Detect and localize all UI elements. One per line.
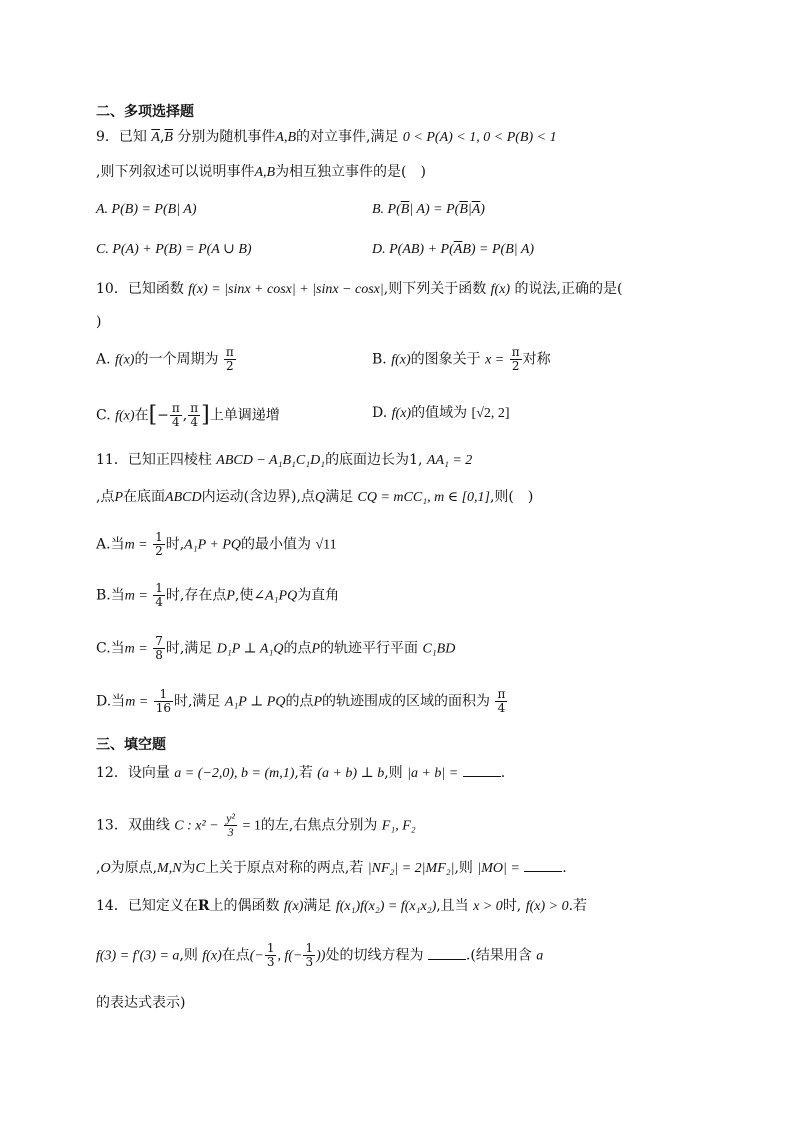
q11-vector: CQ = mCC₁ bbox=[357, 490, 428, 505]
q11-text: 的最小值为 bbox=[241, 536, 311, 553]
q11-value: √11 bbox=[315, 537, 337, 553]
q11-text: , bbox=[417, 452, 423, 468]
q10-stem-line1 bbox=[96, 278, 622, 301]
q14-point: )) bbox=[316, 948, 326, 964]
q13-answer-blank[interactable] bbox=[524, 857, 562, 872]
q13-condition: |NF₂| = 2|MF₂| bbox=[367, 861, 455, 876]
q9-option-c[interactable] bbox=[96, 238, 252, 261]
q9-text: 分别为随机事件 bbox=[177, 129, 276, 145]
q9-events: A,B bbox=[254, 165, 276, 180]
q13-foci: F₁, F₂ bbox=[381, 818, 416, 834]
q9-option-d-text: D. P(AB) + P( bbox=[372, 242, 454, 257]
q11-m: m = bbox=[124, 537, 148, 553]
q11-stem-line1 bbox=[96, 449, 472, 472]
q14-text: 14．已知定义在 bbox=[96, 898, 198, 914]
q11-expr: D₁P ⊥ A₁Q bbox=[216, 641, 284, 657]
q11-m-range: , m ∈ [0,1] bbox=[427, 490, 490, 505]
q13-text: ,则 bbox=[454, 860, 473, 876]
q14-r: R bbox=[197, 898, 210, 914]
q11-text: 的轨迹围成的区域的面积为 bbox=[322, 693, 490, 710]
q12-answer-blank[interactable] bbox=[463, 762, 501, 777]
q9-option-b[interactable]: B. $P(\overline{B}|$ $A) = P(\overline{B}|\overline{A})$ bbox=[372, 202, 485, 217]
q11-text: 时,满足 bbox=[173, 693, 221, 710]
q12-condition: (a + b) ⊥ b bbox=[317, 766, 385, 781]
q9-stem-line2 bbox=[96, 161, 426, 184]
q9-option-a[interactable] bbox=[96, 198, 197, 221]
q11-text: ,使 bbox=[234, 587, 254, 604]
q9-option-d[interactable]: D. $P(AB) + P(\overline{A}B) = P(B|$ A) bbox=[372, 242, 535, 257]
q11-frac: $\frac{7}{8}$ bbox=[155, 634, 163, 662]
q14-point: , f(− bbox=[277, 948, 303, 964]
q14-func: f(x₁)f(x₂) = f(x₁x₂) bbox=[335, 899, 437, 914]
q13-frac: $\frac{\text{y²}}{3}$ bbox=[226, 811, 236, 839]
q13-mn: M,N bbox=[157, 861, 182, 876]
q14-text: 处的切线方程为 bbox=[325, 947, 424, 964]
q9-events: A,B bbox=[275, 130, 297, 145]
q11-text: 时, bbox=[165, 536, 185, 553]
q11-text: 为直角 bbox=[297, 587, 340, 604]
q11-stem-line2 bbox=[96, 486, 533, 509]
q11-text: 的轨迹平行平面 bbox=[320, 640, 419, 657]
q9-event-not-a: $\overline{A}$ bbox=[151, 130, 160, 145]
q10-option-c-text: 上单调递增 bbox=[209, 407, 280, 424]
q14-text: .若 bbox=[568, 898, 588, 914]
q11-option-a-label: A.当 bbox=[96, 536, 125, 553]
q9-option-b-text: | A) = P( bbox=[409, 202, 460, 217]
q9-option-d-text: B) = P(B| A) bbox=[462, 242, 535, 257]
q14-stem-line1 bbox=[96, 895, 587, 918]
q10-option-d-label: D. bbox=[372, 405, 388, 421]
q10-text: ,则下列关于函数 bbox=[383, 281, 487, 297]
q14-text: 满足 bbox=[303, 898, 332, 914]
q11-text: 时,存在点 bbox=[165, 587, 227, 604]
q10-fx: f(x) bbox=[490, 282, 511, 297]
q13-text: 的左,右焦点分别为 bbox=[260, 817, 378, 834]
q13-ask: |MO| = bbox=[477, 861, 520, 876]
q9-text: 的对立事件,满足 bbox=[296, 129, 399, 145]
q14-fx: f(x) bbox=[283, 899, 304, 914]
q12-text: ,则 bbox=[384, 765, 403, 781]
q11-option-d[interactable] bbox=[96, 688, 508, 715]
q9-text: ,则下列叙述可以说明事件 bbox=[96, 164, 255, 180]
q9-stem-line1 bbox=[96, 126, 557, 149]
q12-text: . bbox=[500, 765, 506, 781]
q9-text: 为相互独立事件的是( ) bbox=[275, 164, 426, 180]
q14-given: f(3) = f′(3) = a bbox=[96, 948, 180, 964]
q10-text: 10．已知函数 bbox=[96, 281, 184, 297]
q10-fx: f(x) bbox=[115, 352, 135, 368]
q10-option-b-label: B. bbox=[372, 351, 387, 368]
q10-option-c-text: 在 bbox=[134, 407, 149, 424]
q14-text: 时, bbox=[502, 898, 522, 914]
q10-frac-pi-4: $\frac{\pi}{4}$ bbox=[171, 401, 180, 429]
q11-text: ,则( ) bbox=[489, 489, 534, 505]
q14-text: ,且当 bbox=[436, 898, 469, 914]
q11-frac: $\frac{1}{2}$ bbox=[155, 530, 163, 558]
q10-fx: f(x) bbox=[115, 408, 135, 424]
q11-expr: ∠A₁PQ bbox=[253, 588, 298, 604]
q10-text: 的说法,正确的是( bbox=[514, 281, 623, 297]
q13-text: , bbox=[96, 860, 101, 876]
q9-option-a-text: A. P(B) = P(B| A) bbox=[96, 202, 197, 217]
q12-stem bbox=[96, 762, 505, 785]
q13-text: 上关于原点对称的两点,若 bbox=[204, 860, 364, 876]
q13-stem-line2 bbox=[96, 857, 567, 880]
q14-text: 在点 bbox=[221, 947, 250, 964]
q9-comma: , bbox=[159, 129, 165, 145]
q11-abcd: ABCD bbox=[165, 490, 202, 505]
q10-option-b-text: 的图象关于 bbox=[410, 351, 481, 368]
q11-q: Q bbox=[314, 490, 326, 505]
q10-frac-pi-2: $\frac{\pi}{2}$ bbox=[511, 345, 520, 373]
q13-stem-line1 bbox=[96, 812, 416, 839]
q11-option-c-label: C.当 bbox=[96, 640, 125, 657]
q9-event-not-b: $\overline{B}$ bbox=[164, 130, 173, 145]
q11-frac: $\frac{1}{4}$ bbox=[155, 581, 163, 609]
q14-frac: $\frac{1}{3}$ bbox=[305, 941, 314, 969]
q11-prism: ABCD − A₁B₁C₁D₁ bbox=[216, 453, 326, 468]
q14-text: .(结果用含 bbox=[465, 947, 532, 964]
q14-a: a bbox=[536, 948, 544, 964]
q11-frac: $\frac{1}{16}$ bbox=[155, 687, 171, 715]
q14-text: ,则 bbox=[179, 947, 198, 964]
q14-stem-line3: 的表达式表示) bbox=[96, 995, 186, 1011]
q10-option-a[interactable] bbox=[96, 346, 237, 373]
q9-option-c-text: C. P(A) + P(B) = P(A ∪ B) bbox=[96, 242, 252, 257]
q11-option-b-label: B.当 bbox=[96, 587, 125, 604]
q14-cond2: f(x) > 0 bbox=[525, 899, 569, 914]
q13-text: . bbox=[562, 860, 567, 876]
q10-stem-line2: ) bbox=[96, 314, 102, 330]
q10-frac-pi-4: $\frac{\pi}{4}$ bbox=[190, 401, 199, 429]
q12-text: ,若 bbox=[294, 765, 313, 781]
q11-edge: 1 bbox=[409, 452, 418, 468]
q11-text: 的底面边长为 bbox=[325, 452, 410, 468]
q10-option-a-label: A. bbox=[96, 351, 111, 368]
q13-eq: = 1 bbox=[242, 818, 261, 834]
q14-stem-line2 bbox=[96, 942, 543, 969]
q9-option-b-text: B. P( bbox=[372, 202, 401, 217]
q10-option-b-text: 对称 bbox=[522, 351, 551, 368]
q11-text: 11．已知正四棱柱 bbox=[96, 452, 212, 468]
q11-plane: C₁BD bbox=[422, 641, 456, 657]
q11-text: 的点 bbox=[283, 640, 312, 657]
section-title-fill-blank: 三、填空题 bbox=[96, 737, 166, 753]
q14-text: 上的偶函数 bbox=[209, 898, 280, 914]
q10-function: f(x) = |sinx + cosx| + |sinx − cosx| bbox=[188, 282, 384, 297]
q11-expr: A₁P + PQ bbox=[184, 537, 241, 553]
q14-answer-blank[interactable] bbox=[428, 945, 466, 960]
q11-text: 满足 bbox=[325, 489, 354, 505]
q11-p: P bbox=[226, 588, 235, 604]
q11-option-b[interactable] bbox=[96, 582, 339, 609]
q11-m: m = bbox=[124, 641, 148, 657]
q13-text: 13．双曲线 bbox=[96, 817, 170, 834]
q10-fx: f(x) bbox=[391, 352, 411, 368]
q11-text: 在底面 bbox=[123, 489, 166, 505]
q10-option-d[interactable] bbox=[372, 402, 510, 425]
q11-option-a[interactable] bbox=[96, 531, 337, 558]
section-title-multiple-choice: 二、多项选择题 bbox=[96, 104, 194, 120]
q10-option-d-text: 的值域为 bbox=[411, 405, 468, 421]
q10-range: [√2, 2] bbox=[471, 406, 510, 421]
q11-p: P bbox=[313, 694, 322, 710]
q11-m: m = bbox=[124, 588, 148, 604]
q11-p: P bbox=[114, 490, 124, 505]
q11-text: 时,满足 bbox=[165, 640, 213, 657]
q9-text: 9．已知 bbox=[96, 129, 147, 145]
q14-frac: $\frac{1}{3}$ bbox=[266, 941, 275, 969]
q11-expr: A₁P ⊥ PQ bbox=[224, 694, 286, 710]
q9-condition: 0 < P(A) < 1, 0 < P(B) < 1 bbox=[402, 130, 557, 145]
q11-p: P bbox=[311, 641, 321, 657]
q13-c: C bbox=[195, 861, 205, 876]
q14-fx: f(x) bbox=[202, 948, 222, 964]
q11-aa1: AA₁ = 2 bbox=[426, 453, 473, 468]
q12-text: 12．设向量 bbox=[96, 765, 170, 781]
q13-text: 为原点, bbox=[110, 860, 158, 876]
q12-vectors: a = (−2,0), b = (m,1) bbox=[174, 766, 295, 781]
q13-curve: C : x² − bbox=[174, 818, 219, 834]
q10-option-b[interactable] bbox=[372, 346, 551, 373]
q11-text: ,点 bbox=[96, 489, 115, 505]
q11-option-c[interactable] bbox=[96, 635, 455, 662]
q12-ask: |a + b| = bbox=[407, 766, 459, 781]
q14-cond: x > 0 bbox=[473, 899, 503, 914]
q13-o: O bbox=[100, 861, 111, 876]
q10-option-c[interactable]: C. f(x)在[− $\frac{\pi}{4}$ , $\frac{\pi}{4}$ ]上单调递增 bbox=[96, 401, 280, 429]
q11-text: 内运动(含边界),点 bbox=[201, 489, 315, 505]
q10-x-eq: x = bbox=[485, 352, 505, 368]
q14-point: (− bbox=[249, 948, 264, 964]
q11-frac: $\frac{\pi}{4}$ bbox=[497, 687, 506, 715]
q10-frac-pi-2: $\frac{\pi}{2}$ bbox=[225, 345, 234, 373]
q11-m: m = bbox=[125, 694, 149, 710]
q13-text: 为 bbox=[181, 860, 196, 876]
q10-option-c-label: C. bbox=[96, 407, 111, 424]
q11-option-d-label: D.当 bbox=[96, 693, 126, 710]
q10-option-a-text: 的一个周期为 bbox=[134, 351, 219, 368]
q10-fx: f(x) bbox=[391, 406, 412, 421]
q11-text: 的点 bbox=[285, 693, 314, 710]
q9-option-b-text: ) bbox=[480, 202, 485, 217]
